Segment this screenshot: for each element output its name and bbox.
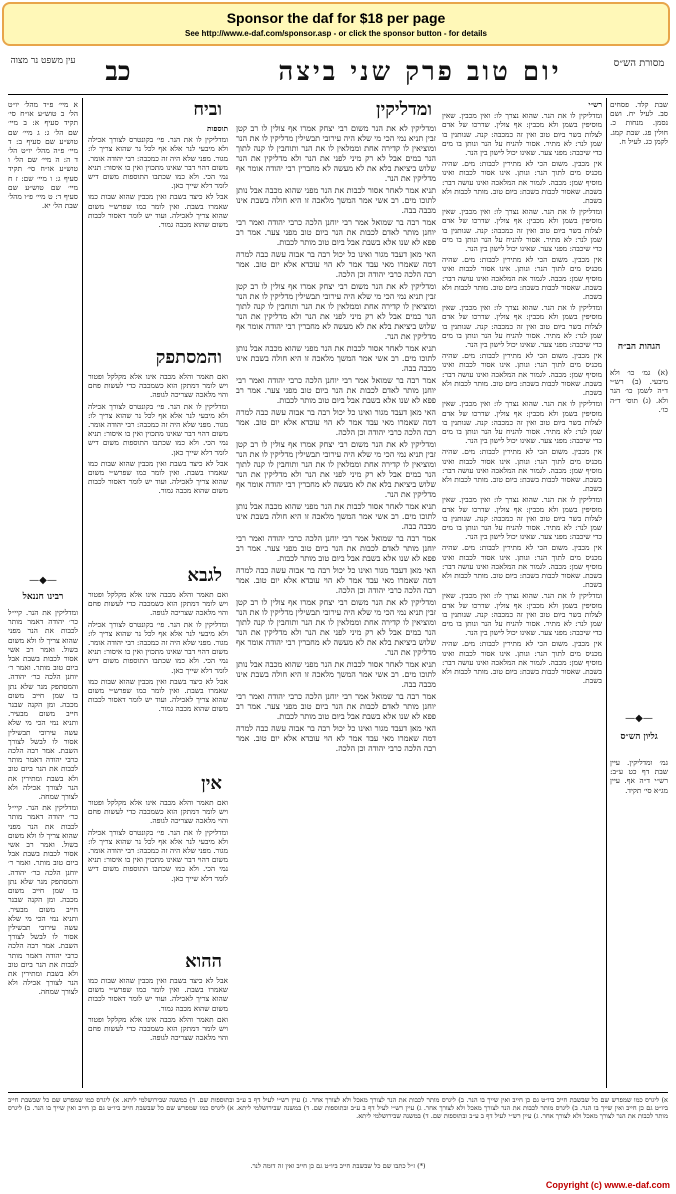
gemara-text-4: האי מאן דעבד מגור ואינו כל יכול רבה בר אבוה עשה כבה למרה דמה שאמרו מאי עבד אמר לא הוי עובדא אלא יום טוב. אמר רבה הלכה כרבי יהודה וכן הלכה. xyxy=(236,250,436,279)
daf-number: כב xyxy=(105,57,131,87)
tosafot-text-2d: אבל לא כיצד בשבת ואין מכבין שהוא שבות כמו שאמרו בשבת. ואין לומר כמו שפרש״י משום שהוא צריך לאכילה. ועוד יש לומר דאסור לכבות משום שהוא מכבה גמור. xyxy=(88,976,228,1013)
rashi-text-1c: ומדליקין לו את הנר. שהוא נצרך לו: ואין מכבין. שאין מוסיפין בשמן ולא מכבין: אף צולין. שדרכו של אדם לצלות בשר ביום טוב ואין זה כמכבה: קנה. שנותנין בו שמן לנר: לא מתיר. אסור להניח על הנר ונותן בו מים כדי שיכבה: מפני צער. שאינו יכול לישון בין הנר. xyxy=(442,303,602,350)
masoret-label: מסורת הש״ס xyxy=(613,58,665,69)
gemara-text-3b: אמר רבה בר שמואל אמר רבי יוחנן הלכה כרבי יהודה ואמר רבי יוחנן מותר לאדם לכבות את הנר ביום טוב מפני צער. אמר רב פפא לא שנו אלא בשבת אבל ביום טוב מותר לכבות. xyxy=(236,376,436,405)
rabbeinu-text-1: ומדליקין את הנר. קיי״ל כר׳ יהודה דאמר מותר לכבות את הנר מפני שהוא צריך לו ולא משום בשול. ואמר רב אשי אסור לכבות בשבת אבל ביום טוב מותר. ואמר ר׳ יוחנן הלכה כר׳ יהודה. והמסתפק מנר שלא נתן בו שמן חייב משום מכבה. ומן הקנה שבנר חייב משום מבעיר. ותניא נמי הכי מי שלא עשה עירובי תבשילין אסור לו לבשל לצורך השבת. אמר רבה הלכה כרבי יהודה דאמר מותר לכבות את הנר ביום טוב ולא בשבת ומתירין את הנר לצורך אכילה ולא לצורך שמחה. xyxy=(8,608,78,802)
tosafot-text-3d: ואם תאמר והלא מכבה אינו אלא מקלקל ופטור ויש לומר דמתקן הוא כשמכבה כדי לעשות פחם והוי מלאכה שצריכה לגופה. xyxy=(88,1014,228,1043)
footer-note-1c: א) ליגרס כמו שמפרש שם כל שבשבת חייב ביו״ט גם כן חייב ואין שייך בו הנר. ב) ליגרס מותר לכבות את הנר לצורך מאכל ולא לצורך אחר. ג) עיין רש״י לעיל דף ב ע״ב ובתוספות שם. ד) במשנה שבירושלמי ליתא. xyxy=(8,1104,668,1121)
footer-asterisk-note: (*) ז״ל כתבו שם כל שבשבת חייב ביו״ט גם כן חייב ואין זה דומה לנר. xyxy=(250,1162,426,1170)
tosafot-text-2: אבל לא כיצד בשבת ואין מכבין שהוא שבות כמו שאמרו בשבת. ואין לומר כמו שפרש״י משום שהוא צריך לאכילה. ועוד יש לומר דאסור לכבות משום שהוא מכבה גמור. xyxy=(88,192,228,230)
rashi-label: רש״י xyxy=(588,100,602,109)
page-header xyxy=(8,52,668,92)
rashi-text-2f: אין מכבין. משום הכי לא מתירין לכבות: מים. שהיה מכניס מים לתוך הנר: ונותן. אינו אסור לכבות ואינו מוסיף שמן: מכבה. לגמור את המלאכה ואינו עושה דבר: בשבת. שאסור לכבות בשבת: ביום טוב. מותר לכבות ולא בשבת. xyxy=(442,639,602,686)
gilyon-label: גליון הש״ס xyxy=(620,732,658,742)
rashi-column xyxy=(442,100,602,1088)
gemara-text-1b: ומדליקין לא את הנר משום רבי יצחק אמרו אף צולין לו רב קטן זבין תניא נמי הכי מי שלא היה עירובי תבשילין מדליקין לו את הנר ומוציאין לו קדירה אחת וממלאין לו את הנר ותוחבין לו קנה לתוך הנר במים אבל לא רק מיני לפני את הנר ולא מדליקין את הנר שלוש ביציאת בלא את לא מעשה לא מחברין רבי יהודה אומר אף מדליקין את הנר. xyxy=(236,282,436,341)
rashi-text-2d: אין מכבין. משום הכי לא מתירין לכבות: מים. שהיה מכניס מים לתוך הנר: ונותן. אינו אסור לכבות ואינו מוסיף שמן: מכבה. לגמור את המלאכה ואינו עושה דבר: בשבת. שאסור לכבות בשבת: ביום טוב. מותר לכבות ולא בשבת. xyxy=(442,447,602,494)
tosafot-heading: וביח xyxy=(193,99,222,120)
ornament: —◆— xyxy=(625,713,653,724)
rashi-text-2c: אין מכבין. משום הכי לא מתירין לכבות: מים. שהיה מכניס מים לתוך הנר: ונותן. אינו אסור לכבות ואינו מוסיף שמן: מכבה. לגמור את המלאכה ואינו עושה דבר: בשבת. שאסור לכבות בשבת: ביום טוב. מותר לכבות ולא בשבת. xyxy=(442,351,602,398)
tosafot-text-1c: ומדליקין לו את הנר. פי׳ בקונטרס לצורך אכילה ולא מיבעי לנר אלא אף לכל נר שהוא צריך לו: מגור. מפני שלא היה זה כמכבה: רבי יהודה אומר. משום דהוי דבר שאינו מתכוין ואין בו איסור: תניא נמי הכי. ולא כמו שכתבו התוספות משום דיש לומר דלא שייך כאן. xyxy=(88,619,228,675)
masoret-hashas: שבת קלד. פסחים סב. לעיל יח. ושם נסמן. מנחות כ. חולין פג. שבת קמג. לקמן כג. לעיל ח. xyxy=(610,100,668,146)
gemara-text-4b: האי מאן דעבד מגור ואינו כל יכול רבה בר אבוה עשה כבה למרה דמה שאמרו מאי עבד אמר לא הוי עובדא אלא יום טוב. אמר רבה הלכה כרבי יהודה וכן הלכה. xyxy=(236,408,436,437)
page-title: יום טוב פרק שני ביצה xyxy=(278,57,562,87)
gemara-text-4c: האי מאן דעבד מגור ואינו כל יכול רבה בר אבוה עשה כבה למרה דמה שאמרו מאי עבד אמר לא הוי עובדא אלא יום טוב. אמר רבה הלכה כרבי יהודה וכן הלכה. xyxy=(236,566,436,595)
footer-note-1: א) ליגרס כמו שמפרש שם כל שבשבת חייב ביו״ט גם כן חייב ואין שייך בו הנר. ב) ליגרס מותר לכבות את הנר לצורך מאכל ולא לצורך אחר. ג) עיין רש״י לעיל דף ב ע״ב ובתוספות שם. ד) במשנה שבירושלמי ליתא. xyxy=(121,1096,668,1104)
sponsor-banner[interactable] xyxy=(2,2,670,46)
gemara-text-3c: אמר רבה בר שמואל אמר רבי יוחנן הלכה כרבי יהודה ואמר רבי יוחנן מותר לאדם לכבות את הנר ביום טוב מפני צער. אמר רב פפא לא שנו אלא בשבת אבל ביום טוב מותר לכבות. xyxy=(236,534,436,563)
gemara-text-2c: תניא אמר לאחר אסור לכבות את הנר מפני שהוא מכבה אבל נותן לתוכו מים. רב אשי אמר המשך מלאכה זו היא חולה בשבת אינו מכבה בבה. xyxy=(236,502,436,531)
talmud-page xyxy=(8,52,668,1180)
rashi-text-1e: ומדליקין לו את הנר. שהוא נצרך לו: ואין מכבין. שאין מוסיפין בשמן ולא מכבין: אף צולין. שדרכו של אדם לצלות בשר ביום טוב ואין זה כמכבה: קנה. שנותנין בו שמן לנר: לא מתיר. אסור להניח על הנר ונותן בו מים כדי שיכבה: מפני צער. שאינו יכול לישון בין הנר. xyxy=(442,495,602,542)
rashi-text-1b: ומדליקין לו את הנר. שהוא נצרך לו: ואין מכבין. שאין מוסיפין בשמן ולא מכבין: אף צולין. שדרכו של אדם לצלות בשר ביום טוב ואין זה כמכבה: קנה. שנותנין בו שמן לנר: לא מתיר. אסור להניח על הנר ונותן בו מים כדי שיכבה: מפני צער. שאינו יכול לישון בין הנר. xyxy=(442,207,602,254)
tosafot-end xyxy=(88,976,228,1088)
rabbeinu-text-2: ומדליקין את הנר. קיי״ל כר׳ יהודה דאמר מותר לכבות את הנר מפני שהוא צריך לו ולא משום בשול. ואמר רב אשי אסור לכבות בשבת אבל ביום טוב מותר. ואמר ר׳ יוחנן הלכה כר׳ יהודה. והמסתפק מנר שלא נתן בו שמן חייב משום מכבה. ומן הקנה שבנר חייב משום מבעיר. ותניא נמי הכי מי שלא עשה עירובי תבשילין אסור לו לבשל לצורך השבת. אמר רבה הלכה כרבי יהודה דאמר מותר לכבות את הנר ביום טוב ולא בשבת ומתירין את הנר לצורך אכילה ולא לצורך שמחה. xyxy=(8,803,78,997)
hagahot-label: הגהות הב״ח xyxy=(617,342,661,352)
header-divider xyxy=(8,94,668,95)
sponsor-title[interactable]: Sponsor the daf for $18 per page xyxy=(226,10,446,26)
tosafot-text-2c: אבל לא כיצד בשבת ואין מכבין שהוא שבות כמו שאמרו בשבת. ואין לומר כמו שפרש״י משום שהוא צריך לאכילה. ועוד יש לומר דאסור לכבות משום שהוא מכבה גמור. xyxy=(88,676,228,714)
footer-note-1b: א) ליגרס כמו שמפרש שם כל שבשבת חייב ביו״ט גם כן חייב ואין שייך בו הנר. ב) ליגרס מותר לכבות את הנר לצורך מאכל ולא לצורך אחר. ג) עיין רש״י לעיל דף ב ע״ב ובתוספות שם. ד) במשנה שבירושלמי ליתא. xyxy=(8,1096,668,1113)
sponsor-subtitle[interactable]: See http://www.e-daf.com/sponsor.asp - or click the sponsor button - for details xyxy=(185,29,487,38)
rashi-text-1d: ומדליקין לו את הנר. שהוא נצרך לו: ואין מכבין. שאין מוסיפין בשמן ולא מכבין: אף צולין. שדרכו של אדם לצלות בשר ביום טוב ואין זה כמכבה: קנה. שנותנין בו שמן לנר: לא מתיר. אסור להניח על הנר ונותן בו מים כדי שיכבה: מפני צער. שאינו יכול לישון בין הנר. xyxy=(442,399,602,446)
rashi-text-2e: אין מכבין. משום הכי לא מתירין לכבות: מים. שהיה מכניס מים לתוך הנר: ונותן. אינו אסור לכבות ואינו מוסיף שמן: מכבה. לגמור את המלאכה ואינו עושה דבר: בשבת. שאסור לכבות בשבת: ביום טוב. מותר לכבות ולא בשבת. xyxy=(442,543,602,590)
tosafot-text-2b: אבל לא כיצד בשבת ואין מכבין שהוא שבות כמו שאמרו בשבת. ואין לומר כמו שפרש״י משום שהוא צריך לאכילה. ועוד יש לומר דאסור לכבות משום שהוא מכבה גמור. xyxy=(88,458,228,496)
gilyon-text: גמ׳ ומדליקין. עיין שבת דף כט ע״ב: רש״י ד״ה אף. עיין מג״א סי׳ תקיד. xyxy=(610,758,668,795)
gemara-text-1d: ומדליקין לא את הנר משום רבי יצחק אמרו אף צולין לו רב קטן זבין תניא נמי הכי מי שלא היה עירובי תבשילין מדליקין לו את הנר ומוציאין לו קדירה אחת וממלאין לו את הנר ותוחבין לו קנה לתוך הנר במים אבל לא רק מיני לפני את הנר ולא מדליקין את הנר שלוש ביציאת בלא את לא מעשה לא מחברין רבי יהודה אומר אף מדליקין את הנר. xyxy=(236,598,436,657)
bold-word-ein: אין xyxy=(201,773,222,794)
ornament-left: —◆— xyxy=(29,575,57,586)
tosafot-text-1d: ומדליקין לו את הנר. פי׳ בקונטרס לצורך אכילה ולא מיבעי לנר אלא אף לכל נר שהוא צריך לו: מגור. מפני שלא היה זה כמכבה: רבי יהודה אומר. משום דהוי דבר שאינו מתכוין ואין בו איסור: תניא נמי הכי. ולא כמו שכתבו התוספות משום דיש לומר דלא שייך כאן. xyxy=(88,827,228,883)
gemara-text-2b: תניא אמר לאחר אסור לכבות את הנר מפני שהוא מכבה אבל נותן לתוכו מים. רב אשי אמר המשך מלאכה זו היא חולה בשבת אינו מכבה בבה. xyxy=(236,344,436,373)
rashi-text-1f: ומדליקין לו את הנר. שהוא נצרך לו: ואין מכבין. שאין מוסיפין בשמן ולא מכבין: אף צולין. שדרכו של אדם לצלות בשר ביום טוב ואין זה כמכבה: קנה. שנותנין בו שמן לנר: לא מתיר. אסור להניח על הנר ונותן בו מים כדי שיכבה: מפני צער. שאינו יכול לישון בין הנר. xyxy=(442,591,602,638)
tosafot-text-1b: ומדליקין לו את הנר. פי׳ בקונטרס לצורך אכילה ולא מיבעי לנר אלא אף לכל נר שהוא צריך לו: מגור. מפני שלא היה זה כמכבה: רבי יהודה אומר. משום דהוי דבר שאינו מתכוין ואין בו איסור: תניא נמי הכי. ולא כמו שכתבו התוספות משום דיש לומר דלא שייך כאן. xyxy=(88,401,228,457)
gemara-text-1c: ומדליקין לא את הנר משום רבי יצחק אמרו אף צולין לו רב קטן זבין תניא נמי הכי מי שלא היה עירובי תבשילין מדליקין לו את הנר ומוציאין לו קדירה אחת וממלאין לו את הנר ותוחבין לו קנה לתוך הנר במים אבל לא רק מיני לפני את הנר ולא מדליקין את הנר שלוש ביציאת בלא את לא מעשה לא מחברין רבי יהודה אומר אף מדליקין את הנר. xyxy=(236,440,436,499)
bold-word-legaba: לגבא xyxy=(187,565,222,586)
gemara-opening-word: ומדליקין xyxy=(375,99,432,120)
margin-divider-right xyxy=(606,98,607,1088)
tosafot-text-3c: ואם תאמר והלא מכבה אינו אלא מקלקל ופטור ויש לומר דמתקן הוא כשמכבה כדי לעשות פחם והוי מלאכה שצריכה לגופה. xyxy=(88,798,228,826)
rabbeinu-chananel-text xyxy=(8,608,78,1088)
tosafot-bottom xyxy=(88,798,228,948)
gemara-text-3d: אמר רבה בר שמואל אמר רבי יוחנן הלכה כרבי יהודה ואמר רבי יוחנן מותר לאדם לכבות את הנר ביום טוב מפני צער. אמר רב פפא לא שנו אלא בשבת אבל ביום טוב מותר לכבות. xyxy=(236,692,436,721)
gemara-text-3: אמר רבה בר שמואל אמר רבי יוחנן הלכה כרבי יהודה ואמר רבי יוחנן מותר לאדם לכבות את הנר ביום טוב מפני צער. אמר רב פפא לא שנו אלא בשבת אבל ביום טוב מותר לכבות. xyxy=(236,218,436,247)
gemara-column xyxy=(236,124,436,1088)
bold-word-hamistapek: והמסתפק xyxy=(155,347,222,368)
footer-notes xyxy=(8,1096,668,1160)
tosafot-text-1: ומדליקין לו את הנר. פי׳ בקונטרס לצורך אכילה ולא מיבעי לנר אלא אף לכל נר שהוא צריך לו: מגור. מפני שלא היה זה כמכבה: רבי יהודה אומר. משום דהוי דבר שאינו מתכוין ואין בו איסור: תניא נמי הכי. ולא כמו שכתבו התוספות משום דיש לומר דלא שייך כאן. xyxy=(88,135,228,191)
tosafot-top xyxy=(88,124,228,344)
hagahot-text: (א) גמ׳ כו׳ ולא מיבעי. (ב) רש״י ד״ה לשמן כו׳ הנר ולא. (ג) תוס׳ ד״ה כו׳. xyxy=(610,368,668,414)
rashi-text-2: אין מכבין. משום הכי לא מתירין לכבות: מים. שהיה מכניס מים לתוך הנר: ונותן. אינו אסור לכבות ואינו מוסיף שמן: מכבה. לגמור את המלאכה ואינו עושה דבר: בשבת. שאסור לכבות בשבת: ביום טוב. מותר לכבות ולא בשבת. xyxy=(442,159,602,206)
footer-divider xyxy=(8,1092,668,1093)
ein-mishpat-label: עין משפט נר מצוה xyxy=(10,56,76,66)
gemara-text-2: תניא אמר לאחר אסור לכבות את הנר מפני שהוא מכבה אבל נותן לתוכו מים. רב אשי אמר המשך מלאכה זו היא חולה בשבת אינו מכבה בבה. xyxy=(236,186,436,215)
rashi-text-1: ומדליקין לו את הנר. שהוא נצרך לו: ואין מכבין. שאין מוסיפין בשמן ולא מכבין: אף צולין. שדרכו של אדם לצלות בשר ביום טוב ואין זה כמכבה: קנה. שנותנין בו שמן לנר: לא מתיר. אסור להניח על הנר ונותן בו מים כדי שיכבה: מפני צער. שאינו יכול לישון בין הנר. xyxy=(442,111,602,158)
margin-divider-left xyxy=(82,98,83,1088)
tosafot-lower xyxy=(88,590,228,770)
tosafot-middle xyxy=(88,372,228,562)
gemara-text-1: ומדליקין לא את הנר משום רבי יצחק אמרו אף צולין לו רב קטן זבין תניא נמי הכי מי שלא היה עירובי תבשילין מדליקין לו את הנר ומוציאין לו קדירה אחת וממלאין לו את הנר ותוחבין לו קנה לתוך הנר במים אבל לא רק מיני לפני את הנר ולא מדליקין את הנר שלוש ביציאת בלא את לא מעשה לא מחברין רבי יהודה אומר אף מדליקין את הנר. xyxy=(236,124,436,183)
tosafot-text-3b: ואם תאמר והלא מכבה אינו אלא מקלקל ופטור ויש לומר דמתקן הוא כשמכבה כדי לעשות פחם והוי מלאכה שצריכה לגופה. xyxy=(88,590,228,618)
tosafot-label: תוספות xyxy=(206,124,228,133)
tosafot-text-3: ואם תאמר והלא מכבה אינו אלא מקלקל ופטור ויש לומר דמתקן הוא כשמכבה כדי לעשות פחם והוי מלאכה שצריכה לגופה. xyxy=(88,372,228,400)
copyright-link[interactable]: Copyright (c) www.e-daf.com xyxy=(545,1180,670,1190)
bold-word-hahu: ההוא xyxy=(185,951,222,972)
gemara-text-4d: האי מאן דעבד מגור ואינו כל יכול רבה בר אבוה עשה כבה למרה דמה שאמרו מאי עבד אמר לא הוי עובדא אלא יום טוב. אמר רבה הלכה כרבי יהודה וכן הלכה. xyxy=(236,724,436,753)
ein-mishpat-text: א מיי׳ פ״ד מהל׳ יו״ט הל׳ ב טוש״ע או״ח סי׳ תקיד סעיף א: ב מיי׳ שם הל׳ ג: ג מיי׳ שם טוש״ע שם סעיף ב: ד מיי׳ פ״ה מהל׳ יו״ט הל׳ ד ה: ה מיי׳ שם הל׳ ו טוש״ע או״ח סי׳ תקיד סעיף ג: ו מיי׳ שם: ז ח מיי׳ שם טוש״ע שם סעיף ד: ט מיי׳ פ״ו מהל׳ שבת הל׳ יא. xyxy=(8,100,78,211)
rabbeinu-chananel-label: רבינו חננאל xyxy=(22,592,64,602)
rashi-text-2b: אין מכבין. משום הכי לא מתירין לכבות: מים. שהיה מכניס מים לתוך הנר: ונותן. אינו אסור לכבות ואינו מוסיף שמן: מכבה. לגמור את המלאכה ואינו עושה דבר: בשבת. שאסור לכבות בשבת: ביום טוב. מותר לכבות ולא בשבת. xyxy=(442,255,602,302)
gemara-text-2d: תניא אמר לאחר אסור לכבות את הנר מפני שהוא מכבה אבל נותן לתוכו מים. רב אשי אמר המשך מלאכה זו היא חולה בשבת אינו מכבה בבה. xyxy=(236,660,436,689)
